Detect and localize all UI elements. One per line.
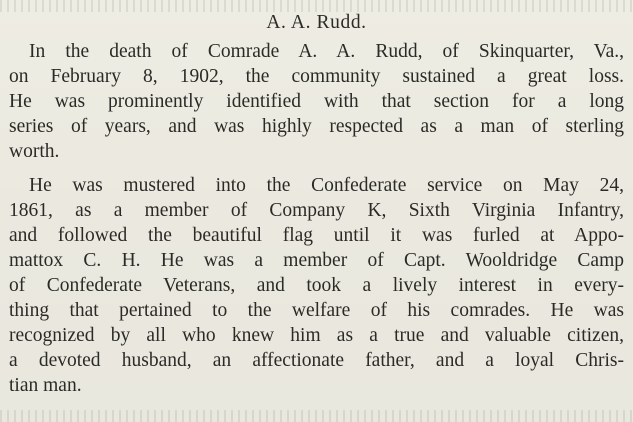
paragraph-1-line-3: He was prominently identified with that section for a long [9,91,624,112]
article-title: A. A. Rudd. [266,12,367,33]
paragraph-2-line-8: a devoted husband, an affectionate father, and a loyal Chris- [9,350,624,371]
paragraph-2-line-1: He was mustered into the Confederate service on May 24, [29,175,624,196]
bleed-through-bottom [0,410,633,422]
paragraph-1-line-4: series of years, and was highly respected as a man of sterling [9,116,624,137]
paragraph-2-line-4: mattox C. H. He was a member of Capt. Wooldridge Camp [9,250,624,271]
paragraph-2-line-9: tian man. [9,375,82,396]
paragraph-1-line-1: In the death of Comrade A. A. Rudd, of Skinquarter, Va., [29,41,624,62]
paragraph-2-line-6: thing that pertained to the welfare of his comrades. He was [9,300,624,321]
paragraph-1-line-5: worth. [9,141,60,162]
paragraph-2-line-5: of Confederate Veterans, and took a lively interest in every- [9,275,624,296]
paragraph-2-line-7: recognized by all who knew him as a true and valuable citizen, [9,325,624,346]
paragraph-2-line-2: 1861, as a member of Company K, Sixth Virginia Infantry, [9,200,624,221]
paragraph-1-line-2: on February 8, 1902, the community sustained a great loss. [9,66,624,87]
paragraph-2-line-3: and followed the beautiful flag until it was furled at Appo- [9,225,624,246]
